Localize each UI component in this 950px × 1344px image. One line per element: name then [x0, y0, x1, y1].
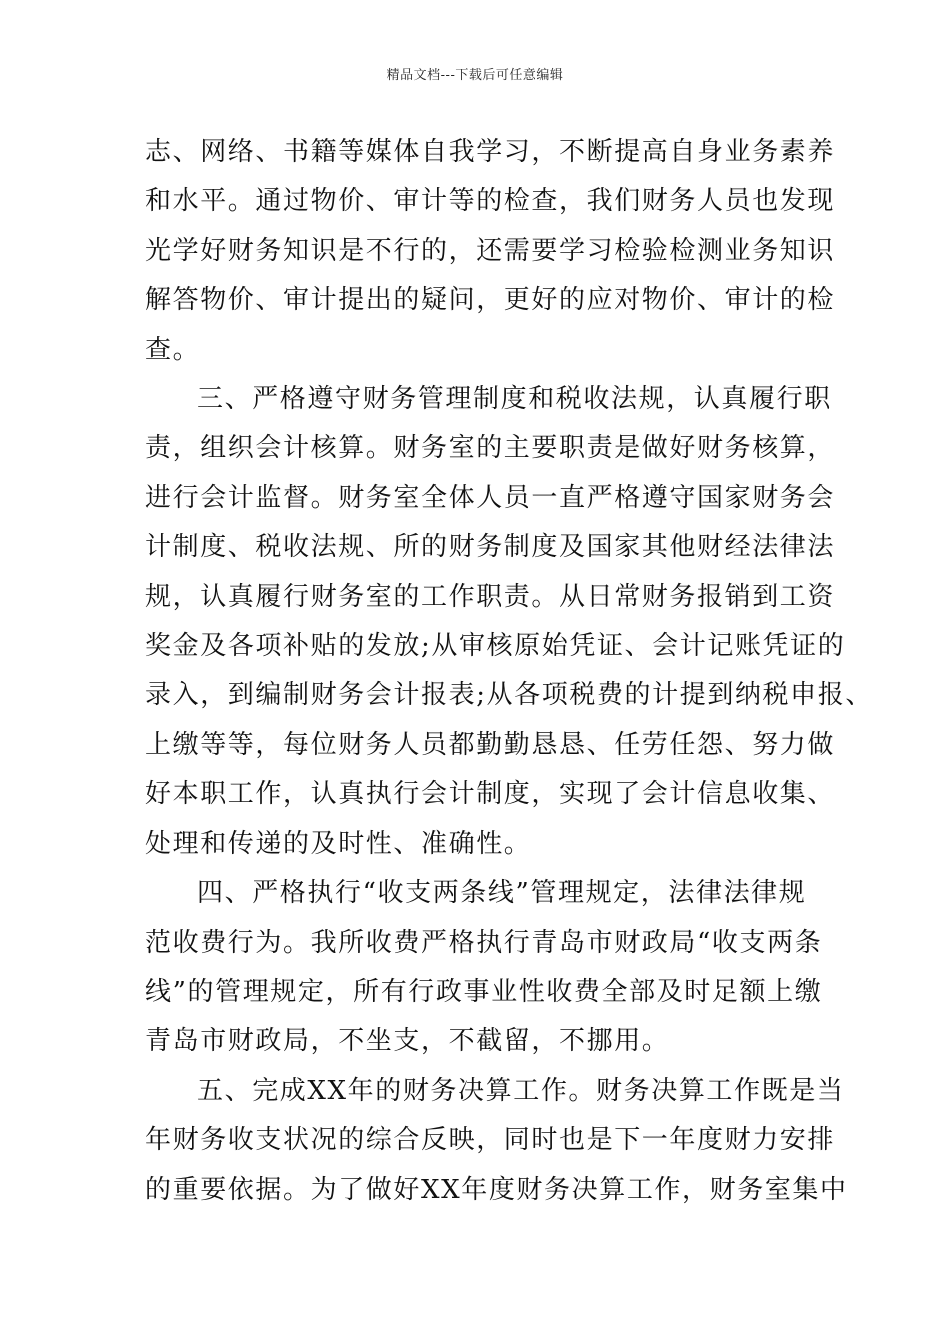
text-line: 录入，到编制财务会计报表;从各项税费的计提到纳税申报、 [145, 680, 873, 711]
text-line: 奖金及各项补贴的发放;从审核原始凭证、会计记账凭证的 [145, 631, 846, 662]
text-line: 和水平。通过物价、审计等的检查，我们财务人员也发现 [145, 186, 836, 217]
text-line: 四、严格执行“收支两条线”管理规定，法律法律规 [197, 878, 807, 909]
text-line: 范收费行为。我所收费严格执行青岛市财政局“收支两条 [145, 927, 823, 958]
text-line: 上缴等等，每位财务人员都勤勤恳恳、任劳任怨、努力做 [145, 729, 836, 760]
paragraph-section-three [145, 375, 873, 869]
text-line: 进行会计监督。财务室全体人员一直严格遵守国家财务会 [145, 482, 836, 513]
text-line: 年财务收支状况的综合反映，同时也是下一年度财力安排 [145, 1125, 836, 1156]
text-line: 查。 [145, 334, 201, 365]
text-line: 线”的管理规定，所有行政事业性收费全部及时足额上缴 [145, 976, 823, 1007]
text-line: 处理和传递的及时性、准确性。 [145, 828, 532, 859]
text-line: 青岛市财政局，不坐支，不截留，不挪用。 [145, 1026, 670, 1057]
text-line: 五、完成XX年的财务决算工作。财务决算工作既是当 [197, 1075, 845, 1106]
paragraph-section-four [145, 869, 823, 1067]
text-line: 光学好财务知识是不行的，还需要学习检验检测业务知识 [145, 235, 836, 266]
paragraph-continuation [145, 128, 836, 375]
page-header: 精品文档---下载后可任意编辑 [386, 68, 564, 83]
text-line: 的重要依据。为了做好XX年度财务决算工作，财务室集中 [145, 1174, 848, 1205]
text-line: 规，认真履行财务室的工作职责。从日常财务报销到工资 [145, 581, 836, 612]
paragraph-section-five [145, 1067, 848, 1215]
text-line: 三、严格遵守财务管理制度和税收法规，认真履行职 [197, 384, 832, 415]
body-text [145, 128, 873, 1215]
text-line: 责，组织会计核算。财务室的主要职责是做好财务核算， [145, 433, 836, 464]
text-line: 好本职工作，认真执行会计制度，实现了会计信息收集、 [145, 779, 836, 810]
text-line: 计制度、税收法规、所的财务制度及国家其他财经法律法 [145, 532, 836, 563]
text-line: 解答物价、审计提出的疑问，更好的应对物价、审计的检 [145, 285, 836, 316]
text-line: 志、网络、书籍等媒体自我学习，不断提高自身业务素养 [145, 137, 836, 167]
